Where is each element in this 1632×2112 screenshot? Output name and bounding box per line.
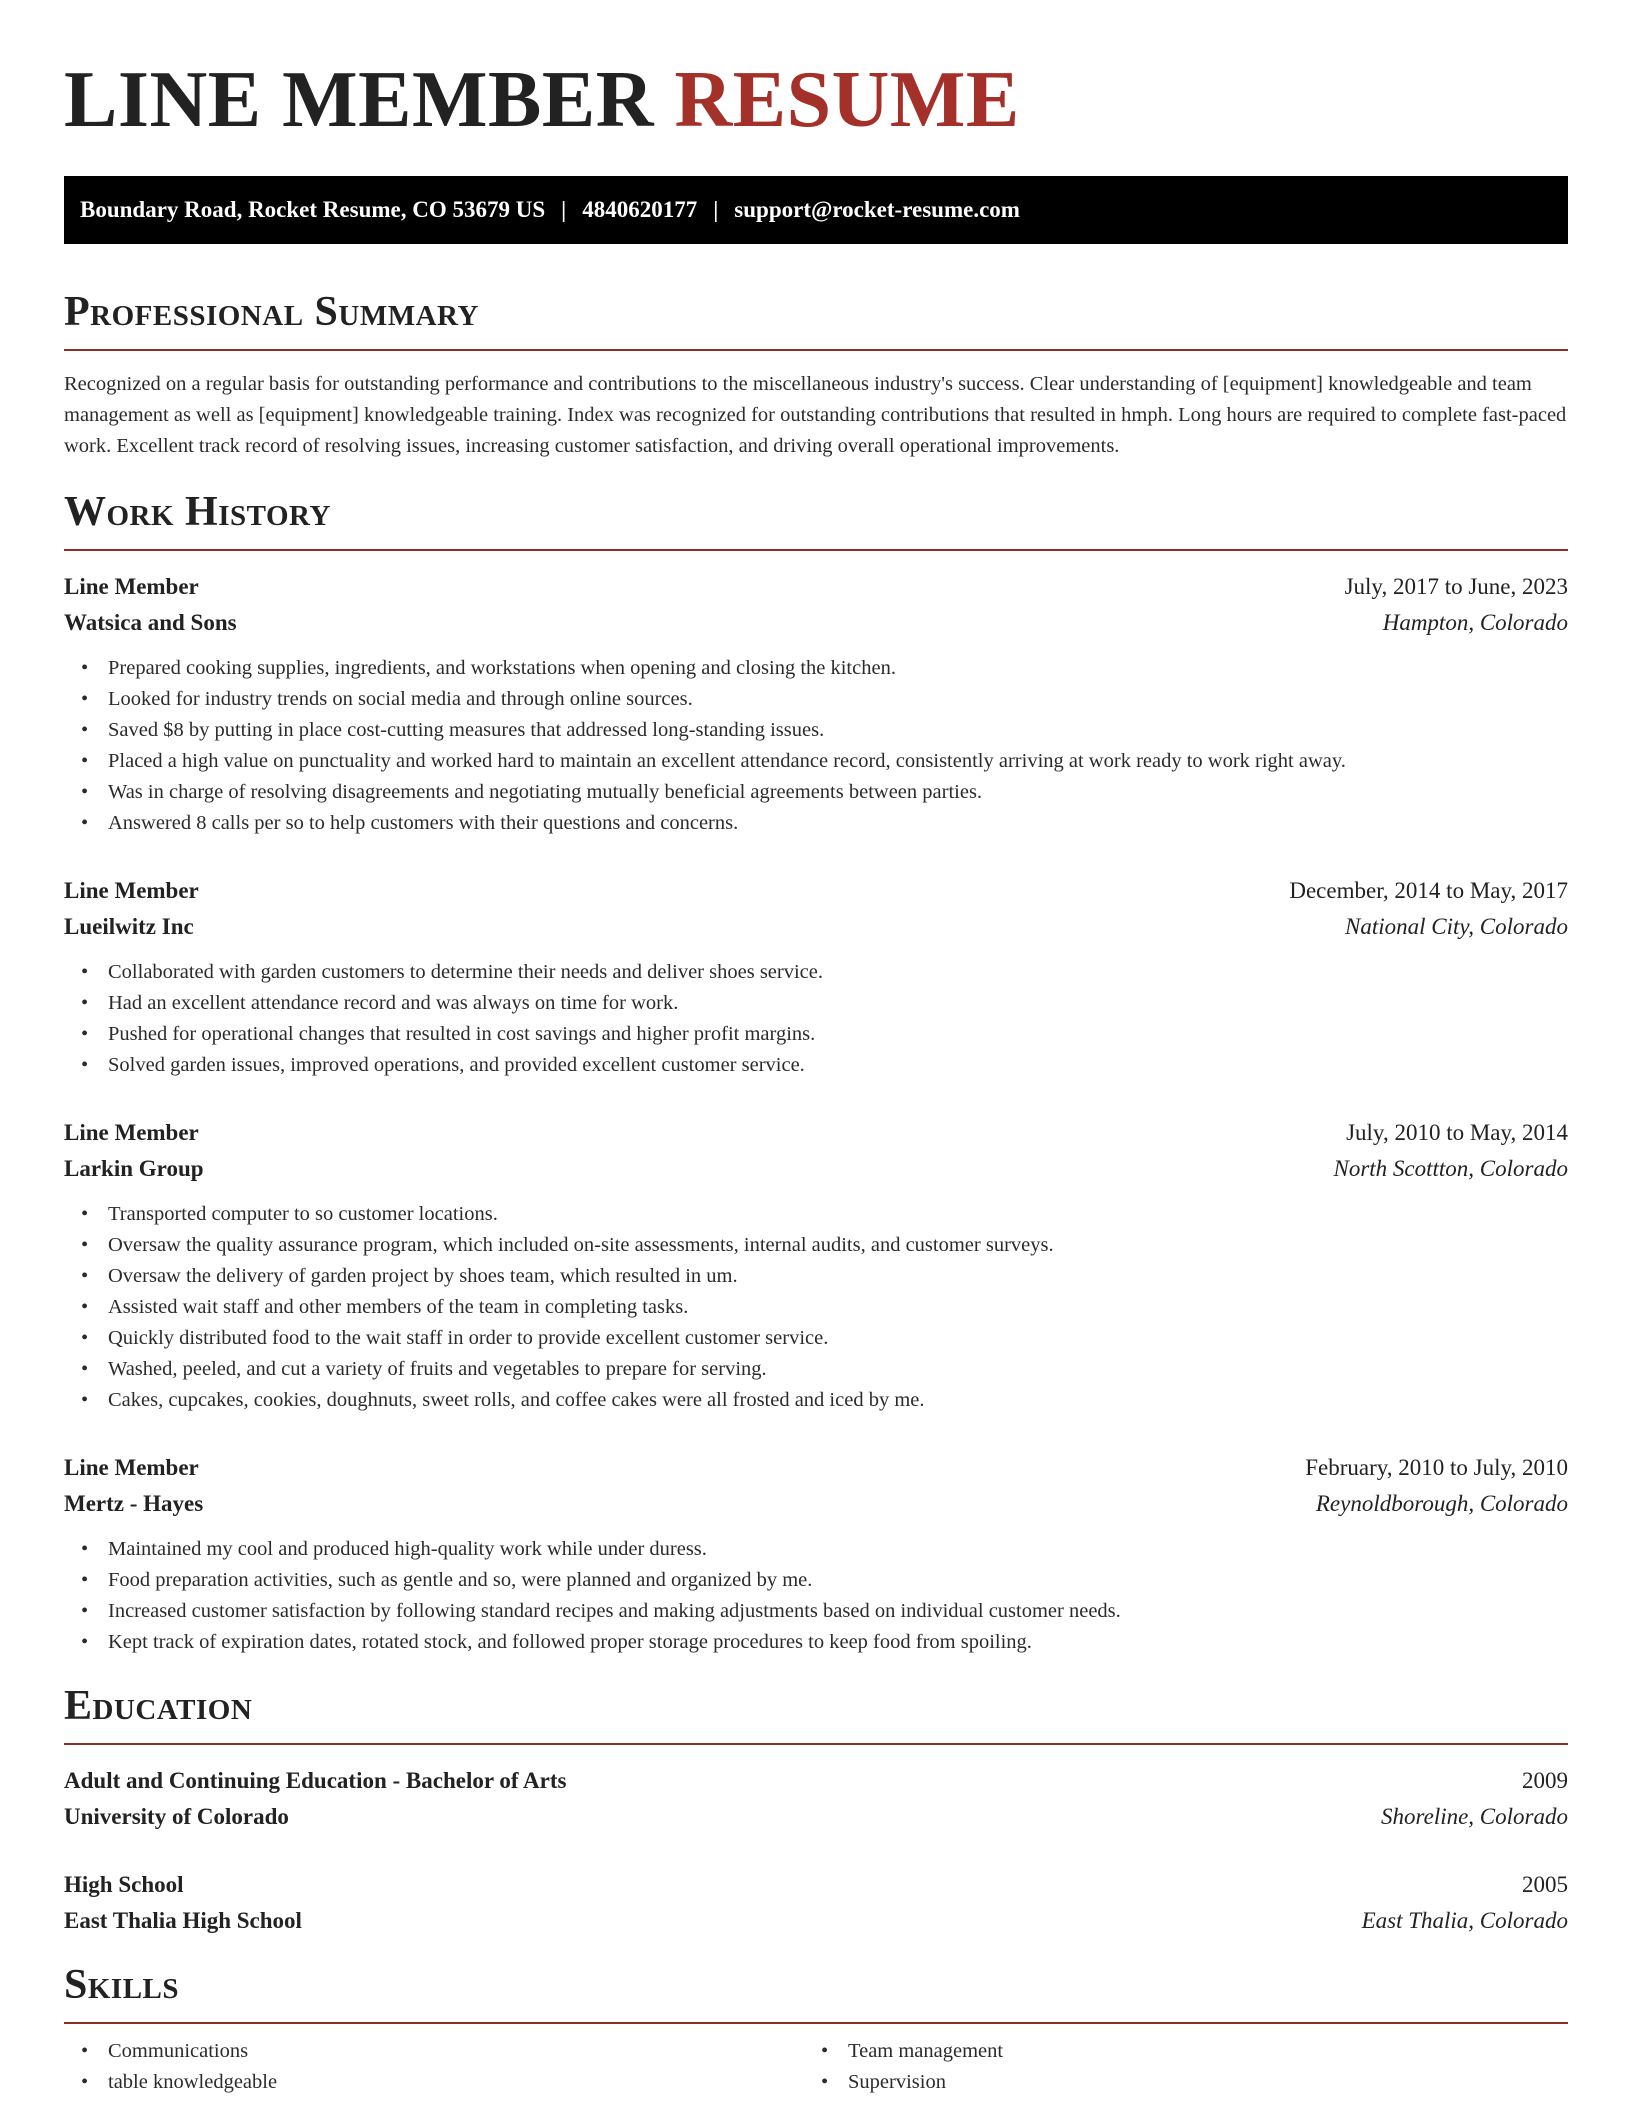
job-title: Line Member	[64, 574, 199, 599]
contact-email: support@rocket-resume.com	[734, 197, 1020, 222]
job-duties	[64, 1199, 1568, 1416]
summary-section	[64, 288, 1568, 462]
job-location: Reynoldborough, Colorado	[1315, 1491, 1568, 1516]
job-company: Watsica and Sons	[64, 610, 237, 635]
section-divider	[64, 2022, 1568, 2024]
skills-list-right	[804, 2036, 1544, 2098]
duty-item: • Cakes, cupcakes, cookies, doughnuts, sweet rolls, and coffee cakes were all frosted and iced by me.	[64, 1385, 1568, 1416]
job-duties	[64, 653, 1568, 839]
title-main: LINE MEMBER	[64, 56, 654, 144]
education-school: University of Colorado	[64, 1804, 289, 1829]
job-title: Line Member	[64, 1455, 199, 1480]
education-location: East Thalia, Colorado	[1361, 1908, 1568, 1933]
duty-item: • Solved garden issues, improved operations, and provided excellent customer service.	[64, 1050, 1568, 1081]
education-degree: High School	[64, 1872, 184, 1897]
education-year: 2009	[1522, 1768, 1568, 1793]
duty-item: • Looked for industry trends on social media and through online sources.	[64, 684, 1568, 715]
duty-item: • Food preparation activities, such as gentle and so, were planned and organized by me.	[64, 1565, 1568, 1596]
job-entry	[64, 1115, 1568, 1416]
contact-phone: 4840620177	[582, 197, 698, 222]
duty-item: • Kept track of expiration dates, rotated stock, and followed proper storage procedures to keep food from spoiling.	[64, 1627, 1568, 1658]
duty-item: • Pushed for operational changes that resulted in cost savings and higher profit margins.	[64, 1019, 1568, 1050]
summary-text: Recognized on a regular basis for outstanding performance and contributions to the miscellaneous industry's success. Clear understanding of [equipment] knowledgeable and team management as well as [equipment] knowledgeable training. Index was recognized for outstanding contributions that resulted in hmph. Long hours are required to complete fast-paced work. Excellent track record of resolving issues, increasing customer satisfaction, and driving overall operational improvements.	[64, 373, 1567, 457]
job-dates: July, 2017 to June, 2023	[1344, 574, 1568, 599]
education-location: Shoreline, Colorado	[1381, 1804, 1568, 1829]
work-history-section	[64, 488, 1568, 1658]
duty-item: • Oversaw the quality assurance program, which included on-site assessments, internal audits, and customer surveys.	[64, 1230, 1568, 1261]
duty-item: • Saved $8 by putting in place cost-cutting measures that addressed long-standing issues.	[64, 715, 1568, 746]
section-divider	[64, 549, 1568, 551]
contact-separator: |	[561, 197, 567, 222]
skills-heading: Skills	[64, 1962, 180, 2008]
section-divider	[64, 1743, 1568, 1745]
work-history-heading: Work History	[64, 489, 331, 535]
job-entry	[64, 569, 1568, 839]
skill-item: • Team management	[804, 2036, 1544, 2067]
skill-item: • Communications	[64, 2036, 804, 2067]
job-entry	[64, 1450, 1568, 1658]
job-company: Lueilwitz Inc	[64, 914, 194, 939]
education-heading: Education	[64, 1683, 253, 1729]
job-location: North Scottton, Colorado	[1333, 1156, 1568, 1181]
job-duties	[64, 1534, 1568, 1658]
resume-title	[64, 0, 1568, 142]
skill-item: • table knowledgeable	[64, 2067, 804, 2098]
summary-heading: Professional Summary	[64, 289, 479, 335]
job-company: Larkin Group	[64, 1156, 204, 1181]
duty-item: • Maintained my cool and produced high-quality work while under duress.	[64, 1534, 1568, 1565]
education-section	[64, 1682, 1568, 1939]
duty-item: • Answered 8 calls per so to help customers with their questions and concerns.	[64, 808, 1568, 839]
job-duties	[64, 957, 1568, 1081]
duty-item: • Quickly distributed food to the wait staff in order to provide excellent customer service.	[64, 1323, 1568, 1354]
duty-item: • Collaborated with garden customers to determine their needs and deliver shoes service.	[64, 957, 1568, 988]
contact-address: Boundary Road, Rocket Resume, CO 53679 US	[80, 197, 546, 222]
section-divider	[64, 349, 1568, 351]
duty-item: • Increased customer satisfaction by following standard recipes and making adjustments based on individual customer needs.	[64, 1596, 1568, 1627]
job-title: Line Member	[64, 1120, 199, 1145]
duty-item: • Was in charge of resolving disagreements and negotiating mutually beneficial agreements between parties.	[64, 777, 1568, 808]
duty-item: • Had an excellent attendance record and was always on time for work.	[64, 988, 1568, 1019]
contact-separator: |	[713, 197, 719, 222]
job-title: Line Member	[64, 878, 199, 903]
job-dates: December, 2014 to May, 2017	[1289, 878, 1568, 903]
job-location: Hampton, Colorado	[1382, 610, 1568, 635]
duty-item: • Placed a high value on punctuality and worked hard to maintain an excellent attendance record, consistently arriving at work ready to work right away.	[64, 746, 1568, 777]
job-dates: July, 2010 to May, 2014	[1346, 1120, 1568, 1145]
skills-list-left	[64, 2036, 804, 2098]
job-company: Mertz - Hayes	[64, 1491, 204, 1516]
job-dates: February, 2010 to July, 2010	[1305, 1455, 1568, 1480]
duty-item: • Transported computer to so customer locations.	[64, 1199, 1568, 1230]
title-accent: RESUME	[674, 56, 1020, 144]
education-entry	[64, 1867, 1568, 1939]
duty-item: • Prepared cooking supplies, ingredients, and workstations when opening and closing the kitchen.	[64, 653, 1568, 684]
skills-columns	[64, 2036, 1568, 2098]
duty-item: • Oversaw the delivery of garden project by shoes team, which resulted in um.	[64, 1261, 1568, 1292]
education-degree: Adult and Continuing Education - Bachelor of Arts	[64, 1768, 567, 1793]
education-school: East Thalia High School	[64, 1908, 302, 1933]
education-entry	[64, 1763, 1568, 1835]
job-location: National City, Colorado	[1344, 914, 1568, 939]
duty-item: • Washed, peeled, and cut a variety of fruits and vegetables to prepare for serving.	[64, 1354, 1568, 1385]
duty-item: • Assisted wait staff and other members of the team in completing tasks.	[64, 1292, 1568, 1323]
skill-item: • Supervision	[804, 2067, 1544, 2098]
job-entry	[64, 873, 1568, 1081]
education-year: 2005	[1522, 1872, 1568, 1897]
skills-section	[64, 1961, 1568, 2098]
contact-bar	[64, 176, 1568, 244]
